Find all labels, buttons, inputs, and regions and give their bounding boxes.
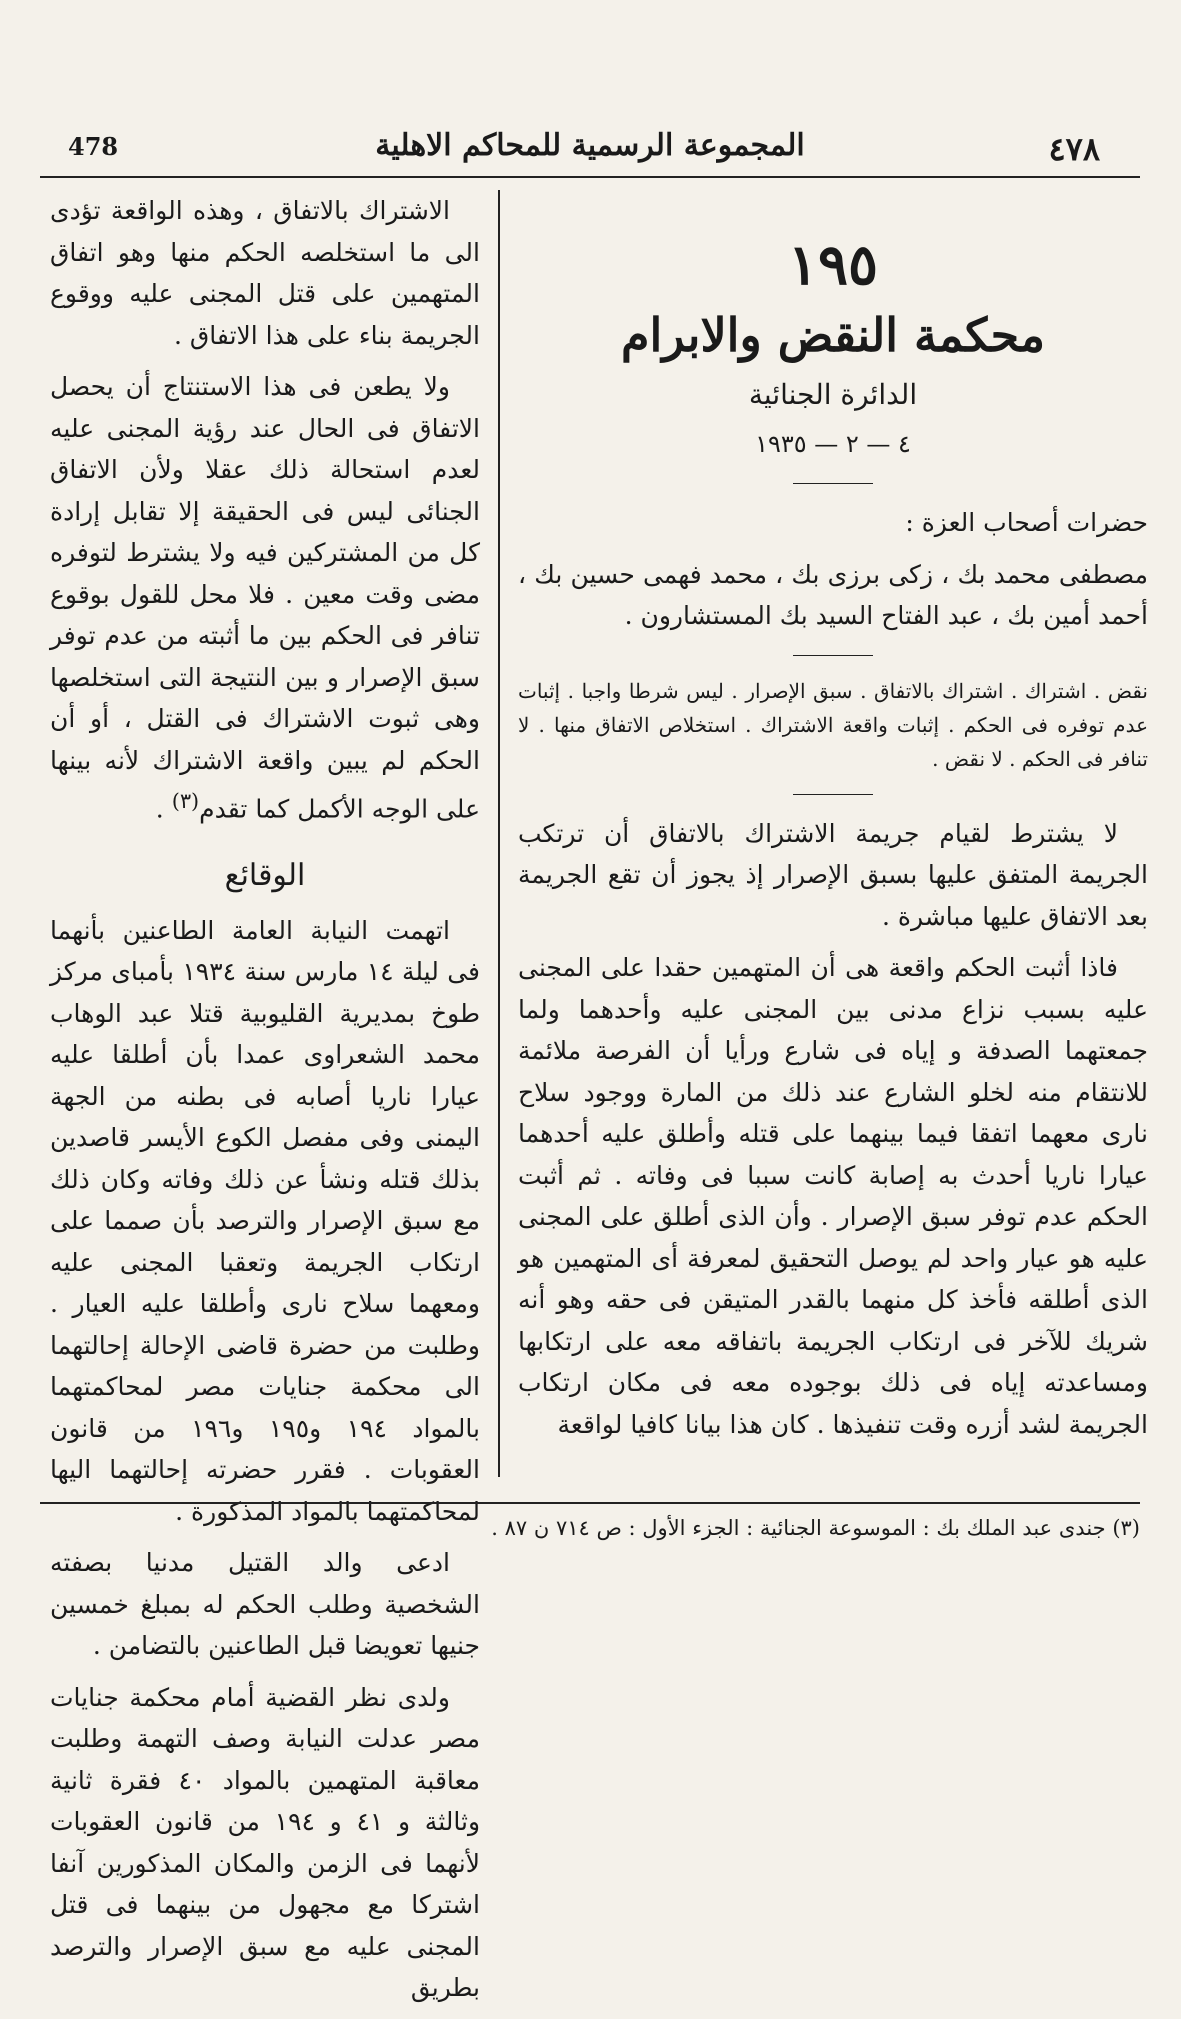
body-text: ولا يطعن فى هذا الاستنتاج أن يحصل الاتفاق فى الحال عند رؤية المجنى عليه لعدم استحالة ذلك عقلا ولأن الاتفاق الجنائى ليس فى الحقيقة إلا تقابل إرادة كل من المشتركين فيه ولا يشترط لتوفره مضى وقت معين . فلا محل للقول بوقوع تنافر فى الحكم بين ما أثبته من عدم توفر سبق الإصرار و بين النتيجة التى استخلصها وهى ثبوت الاشتراك فى القتل ، أو أن الحكم لم يبين واقعة الاشتراك لأنه بينها على الوجه الأكمل كما تقدم (50, 372, 480, 824)
footnote-ref: (٣) (171, 789, 200, 813)
column-divider (498, 190, 500, 1477)
principle-paragraph: لا يشترط لقيام جريمة الاشتراك بالاتفاق أن ترتكب الجريمة المتفق عليها بسبق الإصرار إذ يجوز أن تقع الجريمة بعد الاتفاق عليها مباشرة . (518, 818, 1148, 931)
right-column (518, 230, 1148, 1455)
case-keywords: نقض . اشتراك . اشتراك بالاتفاق . سبق الإصرار . ليس شرطا واجبا . إثبات عدم توفره فى الحكم . إثبات واقعة الاشتراك . استخلاص الاتفاق منها . لا تنافر فى الحكم . لا نقض . (518, 678, 1148, 771)
footnote: (٣) جندى عبد الملك بك : الموسوعة الجنائية : الجزء الأول : ص ٧١٤ ن ٨٧ . (491, 1516, 1140, 1540)
running-title: المجموعة الرسمية للمحاكم الاهلية (375, 128, 805, 163)
case-date: ٤ — ٢ — ١٩٣٥ (755, 429, 911, 458)
footnote-rule (40, 1502, 1140, 1504)
body-paragraph (50, 366, 480, 830)
court-name: محكمة النقض والابرام (621, 308, 1045, 362)
bench-members: مصطفى محمد بك ، زكى برزى بك ، محمد فهمى حسين بك ، أحمد أمين بك ، عبد الفتاح السيد بك المستشارون . (518, 559, 1148, 630)
header-rule (40, 176, 1140, 178)
body-text: . (155, 794, 172, 824)
section-title: الوقائع (224, 857, 306, 893)
case-number: ١٩٥ (787, 232, 879, 298)
body-paragraph: اتهمت النيابة العامة الطاعنين بأنهما فى ليلة ١٤ مارس سنة ١٩٣٤ بأمباى مركز طوخ بمديرية القليوبية قتلا عبد الوهاب محمد الشعراوى عمدا بأن أطلقا عليه عيارا ناريا أصابه فى بطنه من الجهة اليمنى وفى مفصل الكوع الأيسر قاصدين بذلك قتله ونشأ عن ذلك وفاته وكان ذلك مع سبق الإصرار والترصد بأن صمما على ارتكاب الجريمة وتعقبا المجنى عليه ومعهما سلاح نارى وأطلقا عليه العيار . وطلبت من حضرة قاضى الإحالة إحالتهما الى محكمة جنايات مصر لمحاكمتهما بالمواد ١٩٤ و١٩٥ و١٩٦ من قانون العقوبات . فقرر حضرته إحالتهما اليها لمحاكمتهما بالمواد المذكورة . (50, 915, 481, 1526)
bench-intro: حضرات أصحاب العزة : (905, 508, 1148, 537)
short-rule (793, 655, 873, 656)
page-header (40, 128, 1140, 172)
body-paragraph: ولدى نظر القضية أمام محكمة جنايات مصر عدلت النيابة وصف التهمة وطلبت معاقبة المتهمين بالمواد ٤٠ فقرة ثانية وثالثة و ٤١ و ١٩٤ من قانون العقوبات لأنهما فى الزمن والمكان المذكورين آنفا اشتركا مع مجهول من بينهما فى قتل المجنى عليه مع سبق الإصرار والترصد بطريق (50, 1682, 481, 2003)
circuit-name: الدائرة الجنائية (748, 378, 918, 411)
principle-paragraph: فاذا أثبت الحكم واقعة هى أن المتهمين حقدا على المجنى عليه بسبب نزاع مدنى بين المجنى عليه وأحدهما ولما جمعتهما الصدفة و إياه فى شارع ورأيا أن الفرصة ملائمة للانتقام منه لخلو الشارع عند ذلك من المارة ووجود سلاح نارى معهما اتفقا فيما بينهما على قتله وأطلق عليه أحدهما عيارا ناريا أحدث به إصابة كانت سببا فى وفاته . ثم أثبت الحكم عدم توفر سبق الإصرار . وأن الذى أطلق على المجنى عليه هو عيار واحد لم يوصل التحقيق لمعرفة أى المتهمين هو الذى أطلقه فأخذ كل منهما بالقدر المتيقن فى حقه وهو أنه شريك للآخر فى ارتكاب الجريمة باتفاقه معه على ارتكابها ومساعدته إياه فى ذلك بوجوده معه فى مكان ارتكاب الجريمة لشد أزره وقت تنفيذها . كان هذا بيانا كافيا لواقعة (518, 953, 1149, 1439)
short-rule (793, 483, 873, 484)
page-number-latin: 478 (68, 132, 119, 161)
short-rule (793, 794, 873, 795)
page-number-arabic: ٤٧٨ (1048, 130, 1100, 168)
left-column (50, 190, 480, 2019)
body-paragraph: ادعى والد القتيل مدنيا بصفته الشخصية وطلب الحكم له بمبلغ خمسين جنيها تعويضا قبل الطاعنين بالتضامن . (50, 1548, 480, 1661)
body-paragraph: الاشتراك بالاتفاق ، وهذه الواقعة تؤدى الى ما استخلصه الحكم منها وهو اتفاق المتهمين على قتل المجنى عليه ووقوع الجريمة بناء على هذا الاتفاق . (50, 196, 480, 350)
